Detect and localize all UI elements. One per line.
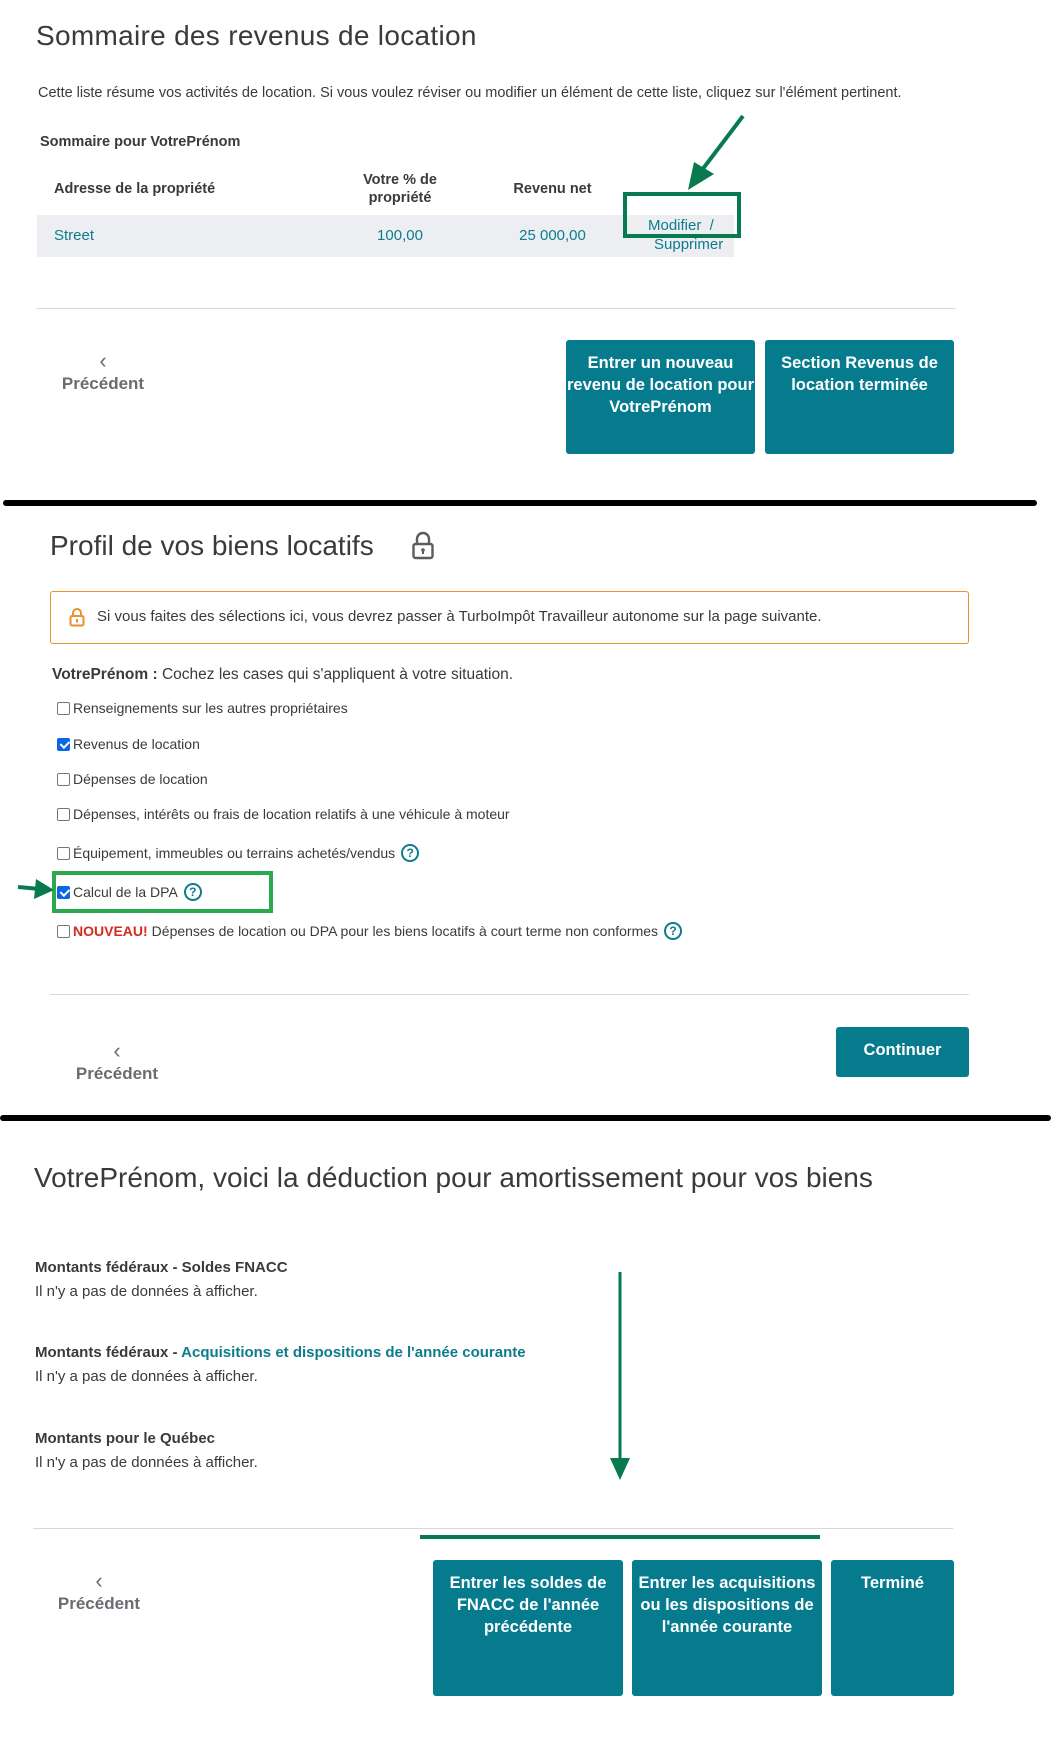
page-title-rental-profile: Profil de vos biens locatifs: [50, 530, 374, 561]
checkbox[interactable]: [57, 847, 70, 860]
lock-warning-icon: [69, 607, 85, 627]
heading-prefix: Montants fédéraux -: [35, 1344, 182, 1361]
prompt-name: VotrePrénom :: [52, 666, 158, 683]
checkbox[interactable]: [57, 702, 70, 715]
option-equipment-bought-sold[interactable]: [57, 844, 419, 862]
previous-label: Précédent: [75, 1064, 159, 1083]
option-short-term-noncompliant[interactable]: [57, 922, 682, 940]
rental-section-done-button[interactable]: Section Revenus de location terminée: [765, 340, 954, 454]
previous-button[interactable]: [60, 350, 146, 394]
edit-link[interactable]: Modifier /: [648, 217, 714, 234]
option-label: Dépenses de location: [73, 771, 208, 787]
checkbox[interactable]: [57, 808, 70, 821]
group-heading-federal-acquisitions: [35, 1344, 526, 1361]
enter-acquisitions-button[interactable]: Entrer les acquisitions ou les dispositions de l'année courante: [632, 1560, 822, 1696]
chevron-left-icon: ‹: [99, 348, 107, 373]
summary-description: Cette liste résume vos activités de location. Si vous voulez réviser ou modifier un élément de cette liste, cliquez sur l'élément pertinent.: [38, 85, 902, 101]
delete-link[interactable]: Supprimer: [654, 236, 724, 253]
option-label: Calcul de la DPA: [73, 884, 178, 900]
page-title-rental-summary: Sommaire des revenus de location: [36, 20, 477, 51]
section-divider: [36, 308, 956, 309]
option-other-owners[interactable]: [57, 700, 348, 716]
checkbox[interactable]: [57, 773, 70, 786]
option-rental-income[interactable]: [57, 736, 200, 752]
previous-label: Précédent: [57, 1594, 141, 1613]
acquisitions-link[interactable]: Acquisitions et dispositions de l'année courante: [181, 1344, 526, 1361]
column-header-net-income: Revenu net: [513, 181, 592, 197]
new-badge: NOUVEAU!: [73, 923, 148, 939]
enter-ucc-balances-button[interactable]: Entrer les soldes de FNACC de l'année précédente: [433, 1560, 623, 1696]
group-empty-text: Il n'y a pas de données à afficher.: [35, 1454, 258, 1471]
group-heading-quebec: Montants pour le Québec: [35, 1430, 216, 1447]
previous-button[interactable]: [56, 1570, 142, 1614]
group-empty-text: Il n'y a pas de données à afficher.: [35, 1283, 258, 1300]
title-rest: , voici la déduction pour amortissement pour vos biens: [197, 1162, 873, 1193]
continue-button[interactable]: Continuer: [836, 1027, 969, 1077]
page-title-cca: [34, 1160, 934, 1196]
prompt-text: Cochez les cases qui s'appliquent à votre situation.: [157, 666, 514, 683]
help-icon[interactable]: ?: [664, 922, 682, 940]
previous-button[interactable]: [74, 1040, 160, 1084]
warning-text: Si vous faites des sélections ici, vous devrez passer à TurboImpôt Travailleur autonome sur la page suivante.: [97, 608, 822, 625]
screenshot-separator: [0, 1115, 1051, 1121]
option-label: Revenus de location: [73, 736, 200, 752]
section-divider: [50, 994, 969, 995]
option-vehicle-expenses[interactable]: [57, 806, 510, 822]
annotation-arrow-icon: [680, 112, 750, 196]
checkbox-checked[interactable]: [57, 738, 70, 751]
group-empty-text: Il n'y a pas de données à afficher.: [35, 1368, 258, 1385]
annotation-highlight-box: [52, 871, 273, 913]
ownership-pct-value: 100,00: [377, 227, 423, 244]
checkbox[interactable]: [57, 925, 70, 938]
group-heading-federal-ucc: Montants fédéraux - Soldes FNACC: [35, 1259, 288, 1276]
property-address-link[interactable]: Street: [54, 227, 95, 244]
add-rental-income-button[interactable]: Entrer un nouveau revenu de location pour VotrePrénom: [566, 340, 755, 454]
section-divider: [33, 1528, 953, 1529]
help-icon[interactable]: ?: [184, 883, 202, 901]
checkbox-prompt: [52, 666, 513, 684]
lock-icon: [411, 531, 435, 561]
annotation-arrow-down-icon: [608, 1272, 632, 1482]
help-icon[interactable]: ?: [401, 844, 419, 862]
net-income-value: 25 000,00: [519, 227, 586, 244]
title-name: VotrePrénom: [34, 1162, 198, 1193]
option-label: Équipement, immeubles ou terrains achetés/vendus: [73, 845, 396, 861]
option-label: Dépenses de location ou DPA pour les biens locatifs à court terme non conformes: [151, 923, 659, 939]
chevron-left-icon: ‹: [113, 1038, 121, 1063]
chevron-left-icon: ‹: [95, 1568, 103, 1593]
column-header-ownership: Votre % de propriété: [363, 172, 437, 206]
annotation-underline: [420, 1535, 820, 1539]
screenshot-separator: [3, 500, 1037, 506]
annotation-highlight-box: [623, 192, 741, 238]
option-label: Renseignements sur les autres propriétaires: [73, 700, 348, 716]
annotation-arrow-icon: [18, 879, 56, 899]
summary-for-heading: Sommaire pour VotrePrénom: [40, 134, 241, 150]
option-rental-expenses[interactable]: [57, 771, 208, 787]
done-button[interactable]: Terminé: [831, 1560, 954, 1696]
previous-label: Précédent: [61, 374, 145, 393]
option-label: Dépenses, intérêts ou frais de location relatifs à une véhicule à moteur: [73, 806, 510, 822]
column-header-address: Adresse de la propriété: [54, 181, 216, 197]
